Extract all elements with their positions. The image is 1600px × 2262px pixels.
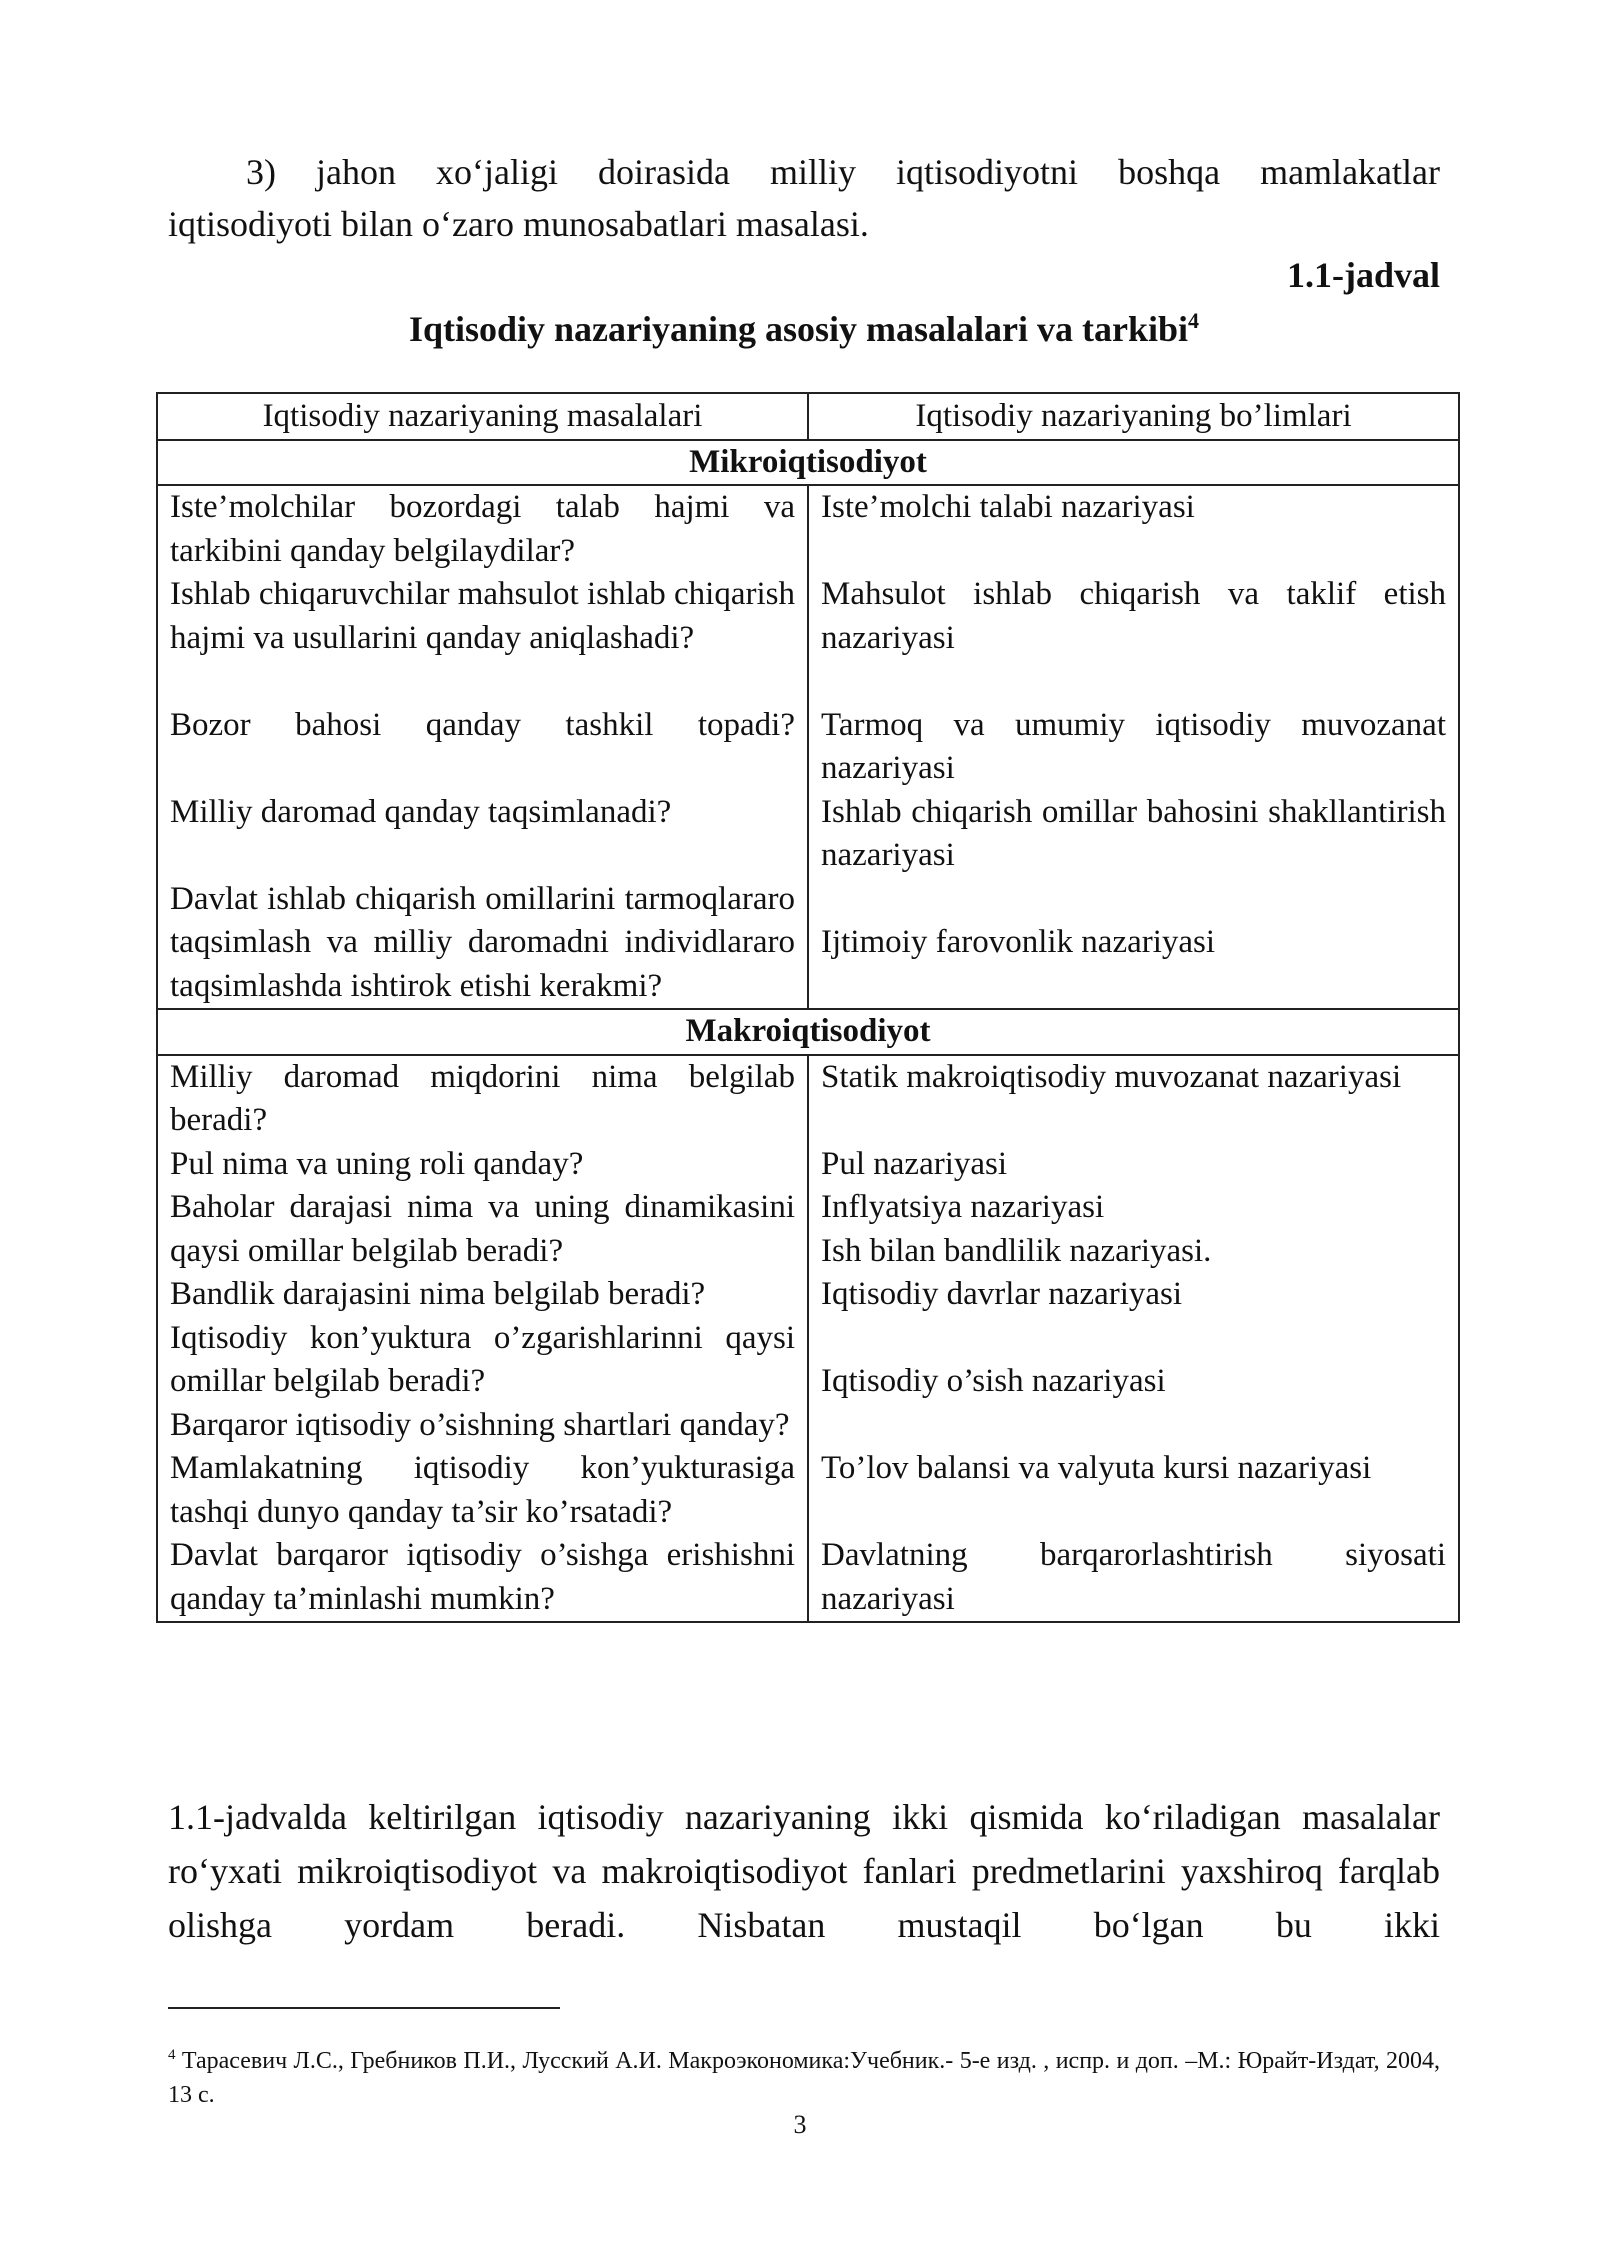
footnote bbox=[168, 2038, 1440, 2112]
question-item: Bozor bahosi qanday tashkil topadi? bbox=[170, 706, 795, 743]
theory-item: Iste’molchi talabi nazariyasi bbox=[821, 489, 1195, 525]
footnote-ref: 4 bbox=[1188, 308, 1200, 333]
question-item: Davlat barqaror iqtisodiy o’sishga erishishni qanday ta’minlashi mumkin? bbox=[170, 1537, 795, 1617]
table-header-row bbox=[157, 393, 1459, 440]
question-item: Mamlakatning iqtisodiy kon’yukturasiga tashqi dunyo qanday ta’sir ko’rsatadi? bbox=[170, 1450, 795, 1530]
question-item: Davlat ishlab chiqarish omillarini tarmoqlararo taqsimlash va milliy daromadni individlararo taqsimlashda ishtirok etishi kerakmi? bbox=[170, 880, 795, 1004]
column-header: Iqtisodiy nazariyaning masalalari bbox=[157, 393, 808, 440]
theories-cell bbox=[808, 485, 1459, 1009]
theories-cell bbox=[808, 1055, 1459, 1623]
question-item: Barqaror iqtisodiy o’sishning shartlari qanday? bbox=[170, 1406, 790, 1443]
intro-line-2: iqtisodiyoti bilan o‘zaro munosabatlari masalasi. bbox=[168, 204, 869, 244]
section-title: Mikroiqtisodiyot bbox=[157, 440, 1459, 486]
table-label: 1.1-jadval bbox=[1287, 255, 1440, 295]
section-title: Makroiqtisodiyot bbox=[157, 1009, 1459, 1055]
question-item: Iqtisodiy kon’yuktura o’zgarishlarinni qaysi omillar belgilab beradi? bbox=[170, 1319, 795, 1399]
intro-line-1: 3) jahon xo‘jaligi doirasida milliy iqtisodiyotni boshqa mamlakatlar bbox=[246, 152, 1440, 192]
theory-item: To’lov balansi va valyuta kursi nazariyasi bbox=[821, 1450, 1372, 1486]
theory-item: Ishlab chiqarish omillar bahosini shakllantirish nazariyasi bbox=[821, 793, 1446, 873]
theory-item: Ijtimoiy farovonlik nazariyasi bbox=[821, 924, 1216, 960]
question-item: Pul nima va uning roli qanday? bbox=[170, 1145, 584, 1182]
questions-cell bbox=[157, 1055, 808, 1623]
question-item: Iste’molchilar bozordagi talab hajmi va tarkibini qanday belgilaydilar? bbox=[170, 489, 795, 569]
table-title bbox=[168, 308, 1440, 350]
theory-item: Iqtisodiy davrlar nazariyasi bbox=[821, 1276, 1183, 1312]
theory-item: Iqtisodiy o’sish nazariyasi bbox=[821, 1363, 1166, 1399]
footnote-text: Тарасевич Л.С., Гребников П.И., Лусский А.И. Макроэкономика:Учебник.- 5-е изд. , испр. и доп. –М.: Юрайт-Издат, 2004, 13 с. bbox=[168, 2048, 1440, 2108]
table-row bbox=[157, 1055, 1459, 1623]
theory-table bbox=[156, 392, 1460, 1623]
theory-item: Tarmoq va umumiy iqtisodiy muvozanat nazariyasi bbox=[821, 706, 1446, 786]
theory-item: Statik makroiqtisodiy muvozanat nazariyasi bbox=[821, 1058, 1402, 1095]
question-item: Ishlab chiqaruvchilar mahsulot ishlab chiqarish hajmi va usullarini qanday aniqlashadi? bbox=[170, 576, 796, 656]
section-row bbox=[157, 440, 1459, 486]
theory-item: Davlatning barqarorlashtirish siyosati nazariyasi bbox=[821, 1537, 1446, 1617]
question-item: Bandlik darajasini nima belgilab beradi? bbox=[170, 1276, 706, 1312]
theory-item: Pul nazariyasi bbox=[821, 1145, 1008, 1182]
question-item: Baholar darajasi nima va uning dinamikasini qaysi omillar belgilab beradi? bbox=[170, 1189, 795, 1269]
questions-cell bbox=[157, 485, 808, 1009]
page-number: 3 bbox=[793, 2110, 807, 2139]
theory-item: Mahsulot ishlab chiqarish va taklif etish nazariyasi bbox=[821, 576, 1446, 656]
column-header: Iqtisodiy nazariyaning bo’limlari bbox=[808, 393, 1459, 440]
question-item: Milliy daromad miqdorini nima belgilab beradi? bbox=[170, 1058, 795, 1138]
section-row bbox=[157, 1009, 1459, 1055]
question-item: Milliy daromad qanday taqsimlanadi? bbox=[170, 793, 672, 830]
footnote-separator bbox=[168, 2007, 560, 2009]
intro-paragraph bbox=[168, 146, 1440, 250]
theory-item: Inflyatsiya nazariyasi bbox=[821, 1189, 1105, 1225]
body-paragraph: 1.1-jadvalda keltirilgan iqtisodiy nazariyaning ikki qismida ko‘riladigan masalalar ro‘yxati mikroiqtisodiyot va makroiqtisodiyot fanlari predmetlarini yaxshiroq farqlab olishga yordam beradi. Nisbatan mustaqil bo‘lgan bu ikki bbox=[168, 1797, 1440, 1945]
footnote-mark: 4 bbox=[168, 2047, 176, 2063]
table-row bbox=[157, 485, 1459, 1009]
table-title-text: Iqtisodiy nazariyaning asosiy masalalari va tarkibi bbox=[408, 309, 1189, 349]
theory-item: Ish bilan bandlilik nazariyasi. bbox=[821, 1232, 1212, 1269]
